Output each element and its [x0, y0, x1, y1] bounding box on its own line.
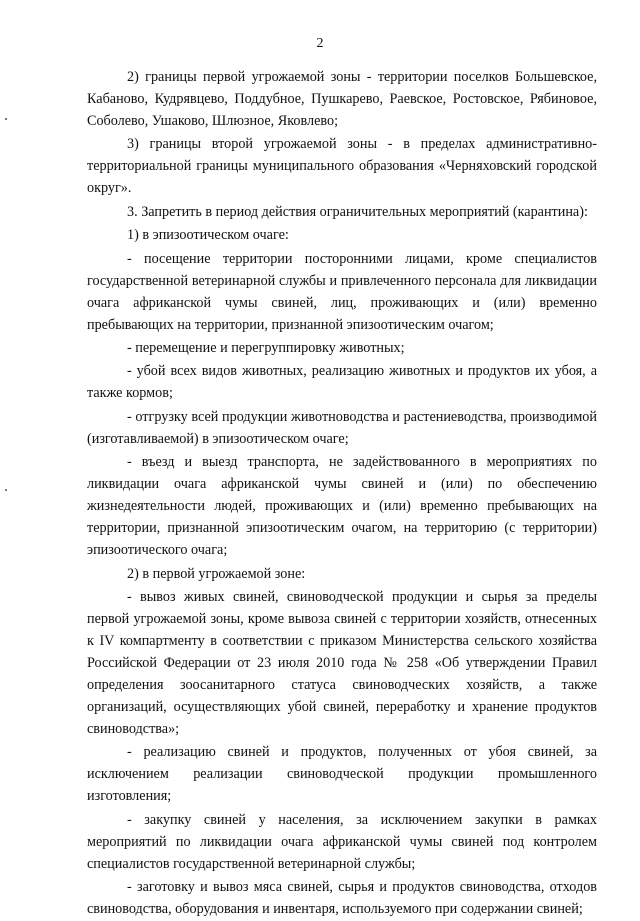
paragraph-movement: - перемещение и перегруппировку животных; — [127, 339, 405, 356]
paragraph-export: - вывоз живых свиней, свиноводческой продукции и сырья за пределы первой угрожаемой зоны, кроме вывоза свиней с территории хозяйств, отнесенных к IV компартменту в соответствии с приказом Министерства сельского хозяйства Российской Федерации от 23 июля 2010 года № 258 «Об утверждении Правил определения зоосанитарного статуса свиноводческих хозяйств, а также организаций, осуществляющих убой свиней, переработку и хранение продуктов свиноводства»; — [87, 588, 597, 737]
paragraph-first-threat-zone: 2) в первой угрожаемой зоне: — [127, 565, 306, 582]
paragraph-purchase: - закупку свиней у населения, за исключением закупки в рамках мероприятий по ликвидации очага африканской чумы свиней под контролем специалистов государственной ветеринарной службы; — [87, 811, 597, 872]
paragraph-shipment: - отгрузку всей продукции животноводства и растениеводства, производимой (изготавливаемой) в эпизоотическом очаге; — [87, 408, 597, 447]
scan-mark — [5, 118, 7, 120]
paragraph-visits: - посещение территории посторонними лицами, кроме специалистов государственной ветеринарной службы и привлеченного персонала для ликвидации очага африканской чумы свиней, лиц, проживающих и (или) временно пребывающих на территории, признанной эпизоотическим очагом; — [87, 250, 597, 333]
paragraph-transport: - въезд и выезд транспорта, не задействованного в мероприятиях по ликвидации очага африканской чумы свиней и (или) по обеспечению жизнедеятельности людей, проживающих и (или) временно пребывающих на территории, признанной эпизоотическим очагом, на территорию (с территории) эпизоотического очага; — [87, 454, 597, 559]
paragraph-sale: - реализацию свиней и продуктов, полученных от убоя свиней, за исключением реализации свиноводческой продукции промышленного изготовления; — [87, 744, 597, 805]
paragraph-first-zone: 2) границы первой угрожаемой зоны - территории поселков Большевское, Кабаново, Кудрявцево, Поддубное, Пушкарево, Раевское, Ростовское, Рябиновое, Соболево, Ушаково, Шлюзное, Яковлево; — [87, 69, 597, 129]
scan-mark — [5, 489, 7, 491]
paragraph-procurement: - заготовку и вывоз мяса свиней, сырья и продуктов свиноводства, отходов свиноводства, оборудования и инвентаря, используемого при содержании свиней; — [87, 879, 597, 918]
paragraph-second-zone: 3) границы второй угрожаемой зоны - в пределах административно-территориальной границы муниципального образования «Черняховский городской округ». — [87, 136, 597, 197]
page-number: 2 — [316, 36, 324, 51]
paragraph-prohibit-heading: 3. Запретить в период действия ограничительных мероприятий (карантина): — [127, 203, 588, 220]
paragraph-slaughter: - убой всех видов животных, реализацию животных и продуктов их убоя, а также кормов; — [87, 363, 597, 402]
paragraph-in-focus: 1) в эпизоотическом очаге: — [127, 227, 289, 244]
document-body — [87, 66, 597, 921]
